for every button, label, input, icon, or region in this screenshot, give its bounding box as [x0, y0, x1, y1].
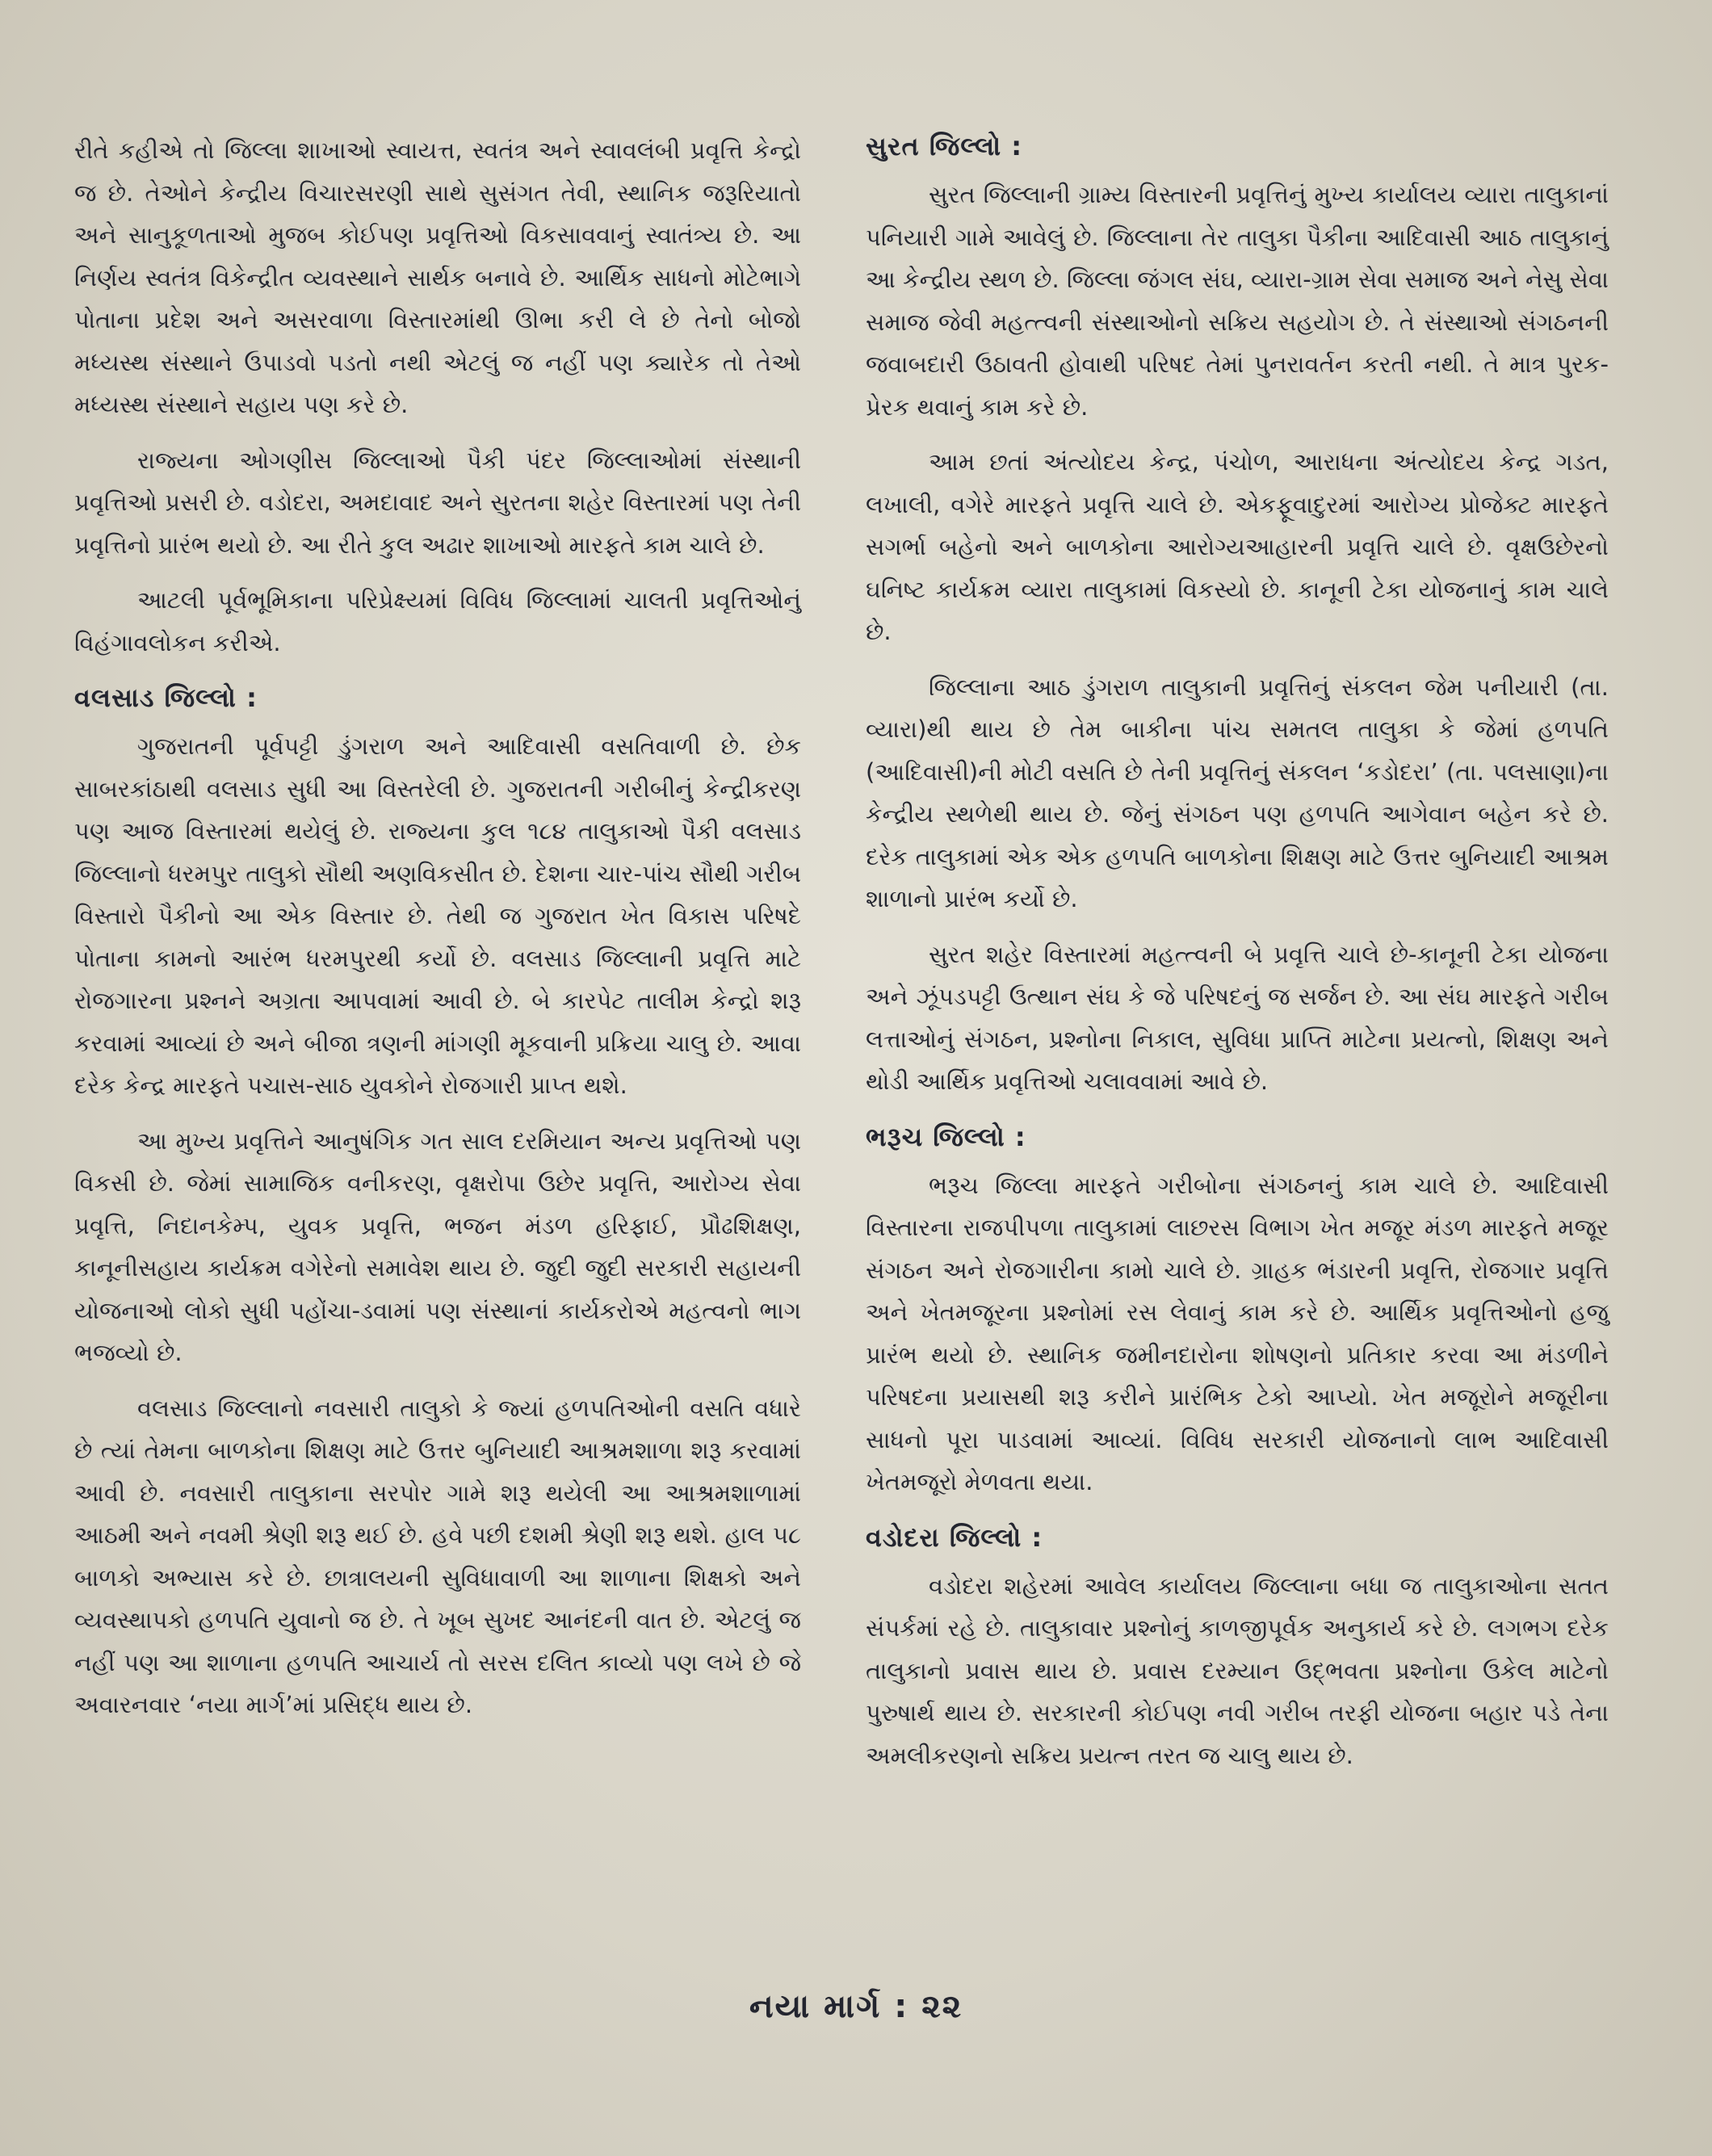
paragraph: સુરત શહેર વિસ્તારમાં મહત્ત્વની બે પ્રવૃત્તિ ચાલે છે-કાનૂની ટેકા યોજના અને ઝૂંપડપટ્ટી ઉત્થાન સંઘ કે જે પરિષદનું જ સર્જન છે. આ સંઘ મારફતે ગરીબ લત્તાઓનું સંગઠન, પ્રશ્નોના નિકાલ, સુવિધા પ્રાપ્તિ માટેના પ્રયત્નો, શિક્ષણ અને થોડી આર્થિક પ્રવૃત્તિઓ ચલાવવામાં આવે છે.: [866, 940, 1609, 1095]
paragraph: આ મુખ્ય પ્રવૃત્તિને આનુષંગિક ગત સાલ દરમિયાન અન્ય પ્રવૃત્તિઓ પણ વિકસી છે. જેમાં સામાજિક વનીકરણ, વૃક્ષરોપા ઉછેર પ્રવૃત્તિ, આરોગ્ય સેવા પ્રવૃત્તિ, નિદાનકેમ્પ, યુવક પ્રવૃત્તિ, ભજન મંડળ હરિફાઈ, પ્રૌઢશિક્ષણ, કાનૂનીસહાય કાર્યક્રમ વગેરેનો સમાવેશ થાય છે. જુદી જુદી સરકારી સહાયની યોજનાઓ લોકો સુધી પહોંચા-ડવામાં પણ સંસ્થાનાં કાર્યકરોએ મહત્વનો ભાગ ભજવ્યો છે.: [74, 1126, 801, 1366]
left-column: [74, 129, 801, 1739]
section-heading-bharuch: ભરૂચ જિલ્લો :: [866, 1121, 1026, 1152]
section-heading-valsad: વલસાડ જિલ્લો :: [74, 682, 258, 713]
paragraph: ભરૂચ જિલ્લા મારફતે ગરીબોના સંગઠનનું કામ ચાલે છે. આદિવાસી વિસ્તારના રાજપીપળા તાલુકામાં લાછરસ વિભાગ ખેત મજૂર મંડળ મારફતે મજૂર સંગઠન અને રોજગારીના કામો ચાલે છે. ગ્રાહક ભંડારની પ્રવૃત્તિ, રોજગાર પ્રવૃત્તિ અને ખેતમજૂરના પ્રશ્નોમાં રસ લેવાનું કામ કરે છે. આર્થિક પ્રવૃત્તિઓનો હજુ પ્રારંભ થયો છે. સ્થાનિક જમીનદારોના શોષણનો પ્રતિકાર કરવા આ મંડળીને પરિષદના પ્રયાસથી શરૂ કરીને પ્રારંભિક ટેકો આપ્યો. ખેત મજૂરોને મજૂરીના સાધનો પૂરા પાડવામાં આવ્યાં. વિવિધ સરકારી યોજનાનો લાભ આદિવાસી ખેતમજૂરો મેળવતા થયા.: [866, 1171, 1609, 1495]
paragraph: આમ છતાં અંત્યોદય કેન્દ્ર, પંચોળ, આરાધના અંત્યોદય કેન્દ્ર ગડત, લખાલી, વગેરે મારફતે પ્રવૃત્તિ ચાલે છે. એકફૂવાદુરમાં આરોગ્ય પ્રોજેક્ટ મારફતે સગર્ભા બહેનો અને બાળકોના આરોગ્યઆહારની પ્રવૃત્તિ ચાલે છે. વૃક્ષઉછેરનો ઘનિષ્ટ કાર્યક્રમ વ્યારા તાલુકામાં વિકસ્યો છે. કાનૂની ટેકા યોજનાનું કામ ચાલે છે.: [866, 448, 1609, 645]
paragraph: સુરત જિલ્લાની ગ્રામ્ય વિસ્તારની પ્રવૃત્તિનું મુખ્ય કાર્યાલય વ્યારા તાલુકાનાં પનિયારી ગામે આવેલું છે. જિલ્લાના તેર તાલુકા પૈકીના આદિવાસી આઠ તાલુકાનું આ કેન્દ્રીય સ્થળ છે. જિલ્લા જંગલ સંઘ, વ્યારા-ગ્રામ સેવા સમાજ અને નેસુ સેવા સમાજ જેવી મહત્ત્વની સંસ્થાઓનો સક્રિય સહયોગ છે. તે સંસ્થાઓ સંગઠનની જવાબદારી ઉઠાવતી હોવાથી પરિષદ તેમાં પુનરાવર્તન કરતી નથી. તે માત્ર પુરક-પ્રેરક થવાનું કામ કરે છે.: [866, 181, 1609, 421]
paragraph: જિલ્લાના આઠ ડુંગરાળ તાલુકાની પ્રવૃત્તિનું સંકલન જેમ પનીયારી (તા. વ્યારા)થી થાય છે તેમ બાકીના પાંચ સમતલ તાલુકા કે જેમાં હળપતિ (આદિવાસી)ની મોટી વસતિ છે તેની પ્રવૃત્તિનું સંકલન ‘કડોદરા’ (તા. પલસાણા)ના કેન્દ્રીય સ્થળેથી થાય છે. જેનું સંગઠન પણ હળપતિ આગેવાન બહેન કરે છે. દરેક તાલુકામાં એક એક હળપતિ બાળકોના શિક્ષણ માટે ઉત્તર બુનિયાદી આશ્રમ શાળાનો પ્રારંભ કર્યો છે.: [866, 673, 1609, 912]
section-heading-surat: સુરત જિલ્લો :: [866, 131, 1023, 161]
paragraph: વલસાડ જિલ્લાનો નવસારી તાલુકો કે જ્યાં હળપતિઓની વસતિ વધારે છે ત્યાં તેમના બાળકોના શિક્ષણ માટે ઉત્તર બુનિયાદી આશ્રમશાળા શરૂ કરવામાં આવી છે. નવસારી તાલુકાના સરપોર ગામે શરૂ થયેલી આ આશ્રમશાળામાં આઠમી અને નવમી શ્રેણી શરૂ થઈ છે. હવે પછી દશમી શ્રેણી શરૂ થશે. હાલ ૫૮ બાળકો અભ્યાસ કરે છે. છાત્રાલયની સુવિધાવાળી આ શાળાના શિક્ષકો અને વ્યવસ્થાપકો હળપતિ યુવાનો જ છે. તે ખૂબ સુખદ આનંદની વાત છે. એટલું જ નહીં પણ આ શાળાના હળપતિ આચાર્ય તો સરસ દલિત કાવ્યો પણ લખે છે જે અવારનવાર ‘નયા માર્ગ’માં પ્રસિદ્ધ થાય છે.: [74, 1394, 801, 1718]
right-column: [866, 125, 1609, 1789]
page-footer: નયા માર્ગ : ૨૨: [749, 1988, 963, 2025]
section-heading-vadodara: વડોદરા જિલ્લો :: [866, 1521, 1043, 1553]
paragraph: વડોદરા શહેરમાં આવેલ કાર્યાલય જિલ્લાના બધા જ તાલુકાઓના સતત સંપર્કમાં રહે છે. તાલુકાવાર પ્રશ્નોનું કાળજીપૂર્વક અનુકાર્ય કરે છે. લગભગ દરેક તાલુકાનો પ્રવાસ થાય છે. પ્રવાસ દરમ્યાન ઉદ્ભવતા પ્રશ્નોના ઉકેલ માટેનો પુરુષાર્થ થાય છે. સરકારની કોઈપણ નવી ગરીબ તરફી યોજના બહાર પડે તેના અમલીકરણનો સક્રિય પ્રયત્ન તરત જ ચાલુ થાય છે.: [866, 1571, 1609, 1769]
paragraph: રાજ્યના ઓગણીસ જિલ્લાઓ પૈકી પંદર જિલ્લાઓમાં સંસ્થાની પ્રવૃત્તિઓ પ્રસરી છે. વડોદરા, અમદાવાદ અને સુરતના શહેર વિસ્તારમાં પણ તેની પ્રવૃત્તિનો પ્રારંભ થયો છે. આ રીતે કુલ અઢાર શાખાઓ મારફતે કામ ચાલે છે.: [74, 446, 801, 559]
paragraph: આટલી પૂર્વભૂમિકાના પરિપ્રેક્ષ્યમાં વિવિધ જિલ્લામાં ચાલતી પ્રવૃત્તિઓનું વિહંગાવલોકન કરીએ.: [74, 586, 801, 656]
paragraph: ગુજરાતની પૂર્વપટ્ટી ડુંગરાળ અને આદિવાસી વસતિવાળી છે. છેક સાબરકાંઠાથી વલસાડ સુધી આ વિસ્તરેલી છે. ગુજરાતની ગરીબીનું કેન્દ્રીકરણ પણ આજ વિસ્તારમાં થયેલું છે. રાજ્યના કુલ ૧૮૪ તાલુકાઓ પૈકી વલસાડ જિલ્લાનો ધરમપુર તાલુકો સૌથી અણવિકસીત છે. દેશના ચાર-પાંચ સૌથી ગરીબ વિસ્તારો પૈકીનો આ એક વિસ્તાર છે. તેથી જ ગુજરાત ખેત વિકાસ પરિષદે પોતાના કામનો આરંભ ધરમપુરથી કર્યો છે. વલસાડ જિલ્લાની પ્રવૃત્તિ માટે રોજગારના પ્રશ્નને અગ્રતા આપવામાં આવી છે. બે કારપેટ તાલીમ કેન્દ્રો શરૂ કરવામાં આવ્યાં છે અને બીજા ત્રણની માંગણી મૂકવાની પ્રક્રિયા ચાલુ છે. આવા દરેક કેન્દ્ર મારફતે પચાસ-સાઠ યુવકોને રોજગારી પ્રાપ્ત થશે.: [74, 732, 801, 1099]
paragraph: રીતે કહીએ તો જિલ્લા શાખાઓ સ્વાયત્ત, સ્વતંત્ર અને સ્વાવલંબી પ્રવૃત્તિ કેન્દ્રો જ છે. તેઓને કેન્દ્રીય વિચારસરણી સાથે સુસંગત તેવી, સ્થાનિક જરૂરિયાતો અને સાનુકૂળતાઓ મુજબ કોઈપણ પ્રવૃત્તિઓ વિકસાવવાનું સ્વાતંત્ર્ય છે. આ નિર્ણય સ્વતંત્ર વિકેન્દ્રીત વ્યવસ્થાને સાર્થક બનાવે છે. આર્થિક સાધનો મોટેભાગે પોતાના પ્રદેશ અને અસરવાળા વિસ્તારમાંથી ઊભા કરી લે છે તેનો બોજો મધ્યસ્થ સંસ્થાને ઉપાડવો પડતો નથી એટલું જ નહીં પણ ક્યારેક તો તેઓ મધ્યસ્થ સંસ્થાને સહાય પણ કરે છે.: [74, 136, 801, 418]
